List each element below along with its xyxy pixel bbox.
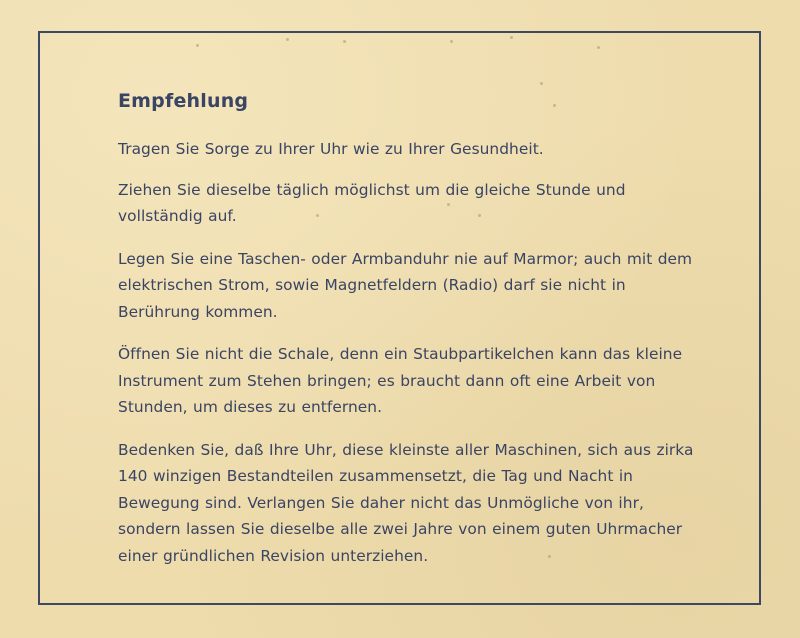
- paper-speck: [510, 36, 513, 39]
- card-content: [118, 86, 708, 585]
- paper-speck: [540, 82, 543, 85]
- paper-speck: [196, 44, 199, 47]
- paragraph-case: Öffnen Sie nicht die Schale, denn ein Staubpartikelchen kann das kleine Instrument zum Stehen bringen; es braucht dann oft eine Arbeit von Stunden, um dieses zu entfernen.: [118, 345, 683, 416]
- card-title: Empfehlung: [118, 90, 249, 112]
- paper-speck: [286, 38, 289, 41]
- paragraph-magnetism: Legen Sie eine Taschen- oder Armbanduhr nie auf Marmor; auch mit dem elektrischen Strom, sowie Magnetfeldern (Radio) darf sie nicht in Berührung kommen.: [118, 249, 693, 321]
- paper-speck: [597, 46, 600, 49]
- paper-speck: [450, 40, 453, 43]
- paper-speck: [343, 40, 346, 43]
- paragraph-revision: Bedenken Sie, daß Ihre Uhr, diese kleinste aller Maschinen, sich aus zirka 140 winzigen Bestandteilen zusammensetzt, die Tag und Nacht in Bewegung sind. Verlangen Sie daher nicht das Unmögliche von ihr, sondern lassen Sie dieselbe alle zwei Jahre von einem guten Uhrmacher einer gründlichen Revision unterziehen.: [118, 440, 694, 565]
- paragraph-care: Tragen Sie Sorge zu Ihrer Uhr wie zu Ihrer Gesundheit.: [118, 140, 544, 158]
- paragraph-winding: Ziehen Sie dieselbe täglich möglichst um die gleiche Stunde und vollständig auf.: [118, 180, 626, 225]
